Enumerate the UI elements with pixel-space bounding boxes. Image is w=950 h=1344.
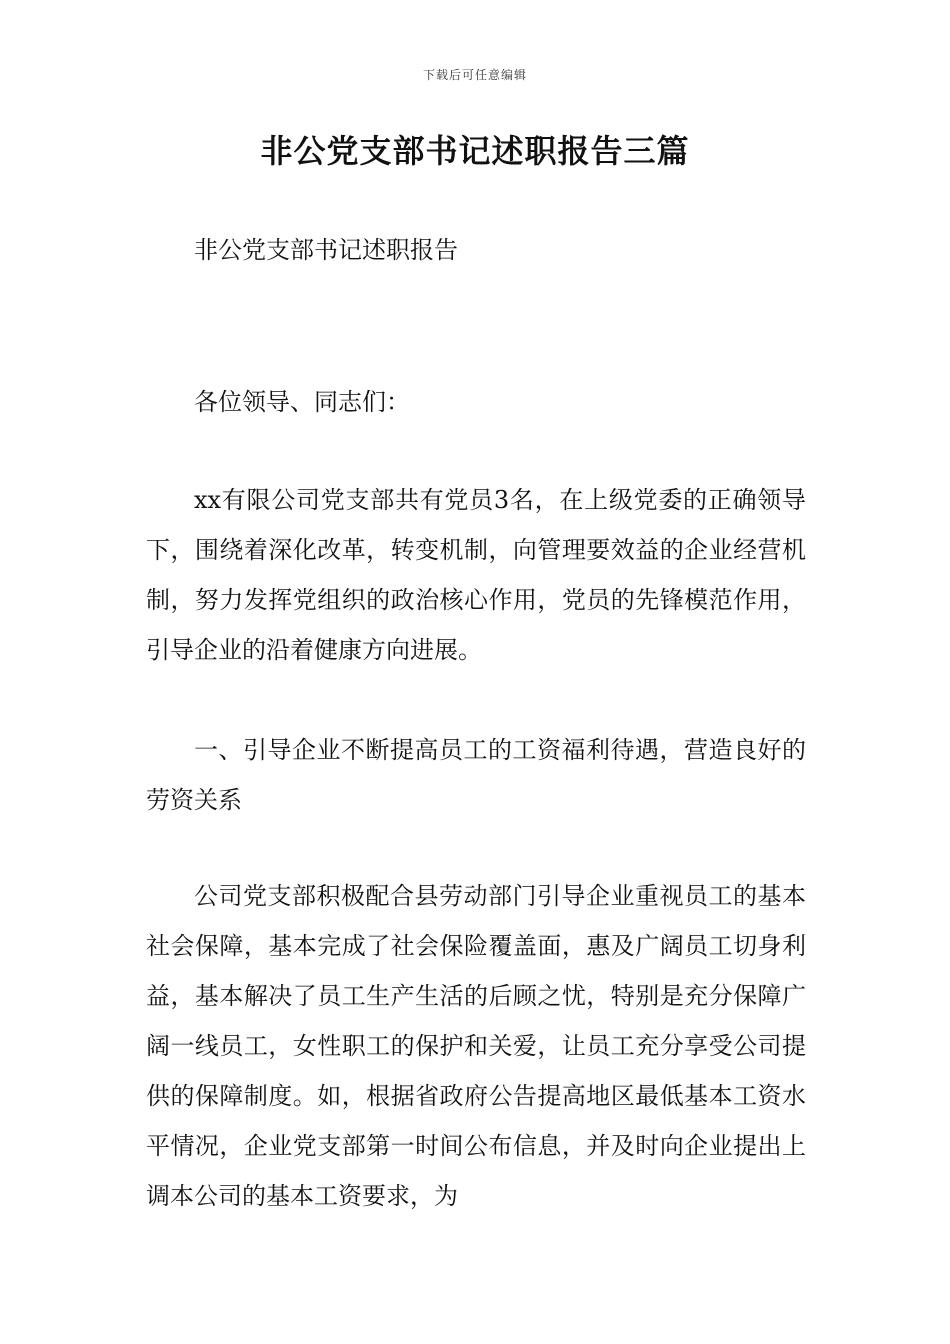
salutation: 各位领导、同志们： (194, 388, 410, 416)
header-note: 下载后可任意编辑 (422, 68, 527, 82)
document-title: 非公党支部书记述职报告三篇 (260, 132, 690, 170)
section-heading-1: 一、引导企业不断提高员工的工资福利待遇，营造良好的劳资关系 (146, 736, 806, 814)
paragraph-section-1: 公司党支部积极配合县劳动部门引导企业重视员工的基本社会保障，基本完成了社会保险覆盖面，惠及广阔员工切身利益，基本解决了员工生产生活的后顾之忧，特别是充分保障广阔一线员工，女性职工的保护和关爱，让员工充分享受公司提供的保障制度。如，根据省政府公告提高地区最低基本工资水平情况，企业党支部第一时间公布信息，并及时向企业提出上调本公司的基本工资要求，为 (146, 882, 806, 1210)
document-subtitle: 非公党支部书记述职报告 (194, 236, 458, 264)
paragraph-intro: xx有限公司党支部共有党员3名，在上级党委的正确领导下，围绕着深化改革，转变机制，向管理要效益的企业经营机制，努力发挥党组织的政治核心作用，党员的先锋模范作用，引导企业的沿着健康方向进展。 (146, 486, 806, 664)
